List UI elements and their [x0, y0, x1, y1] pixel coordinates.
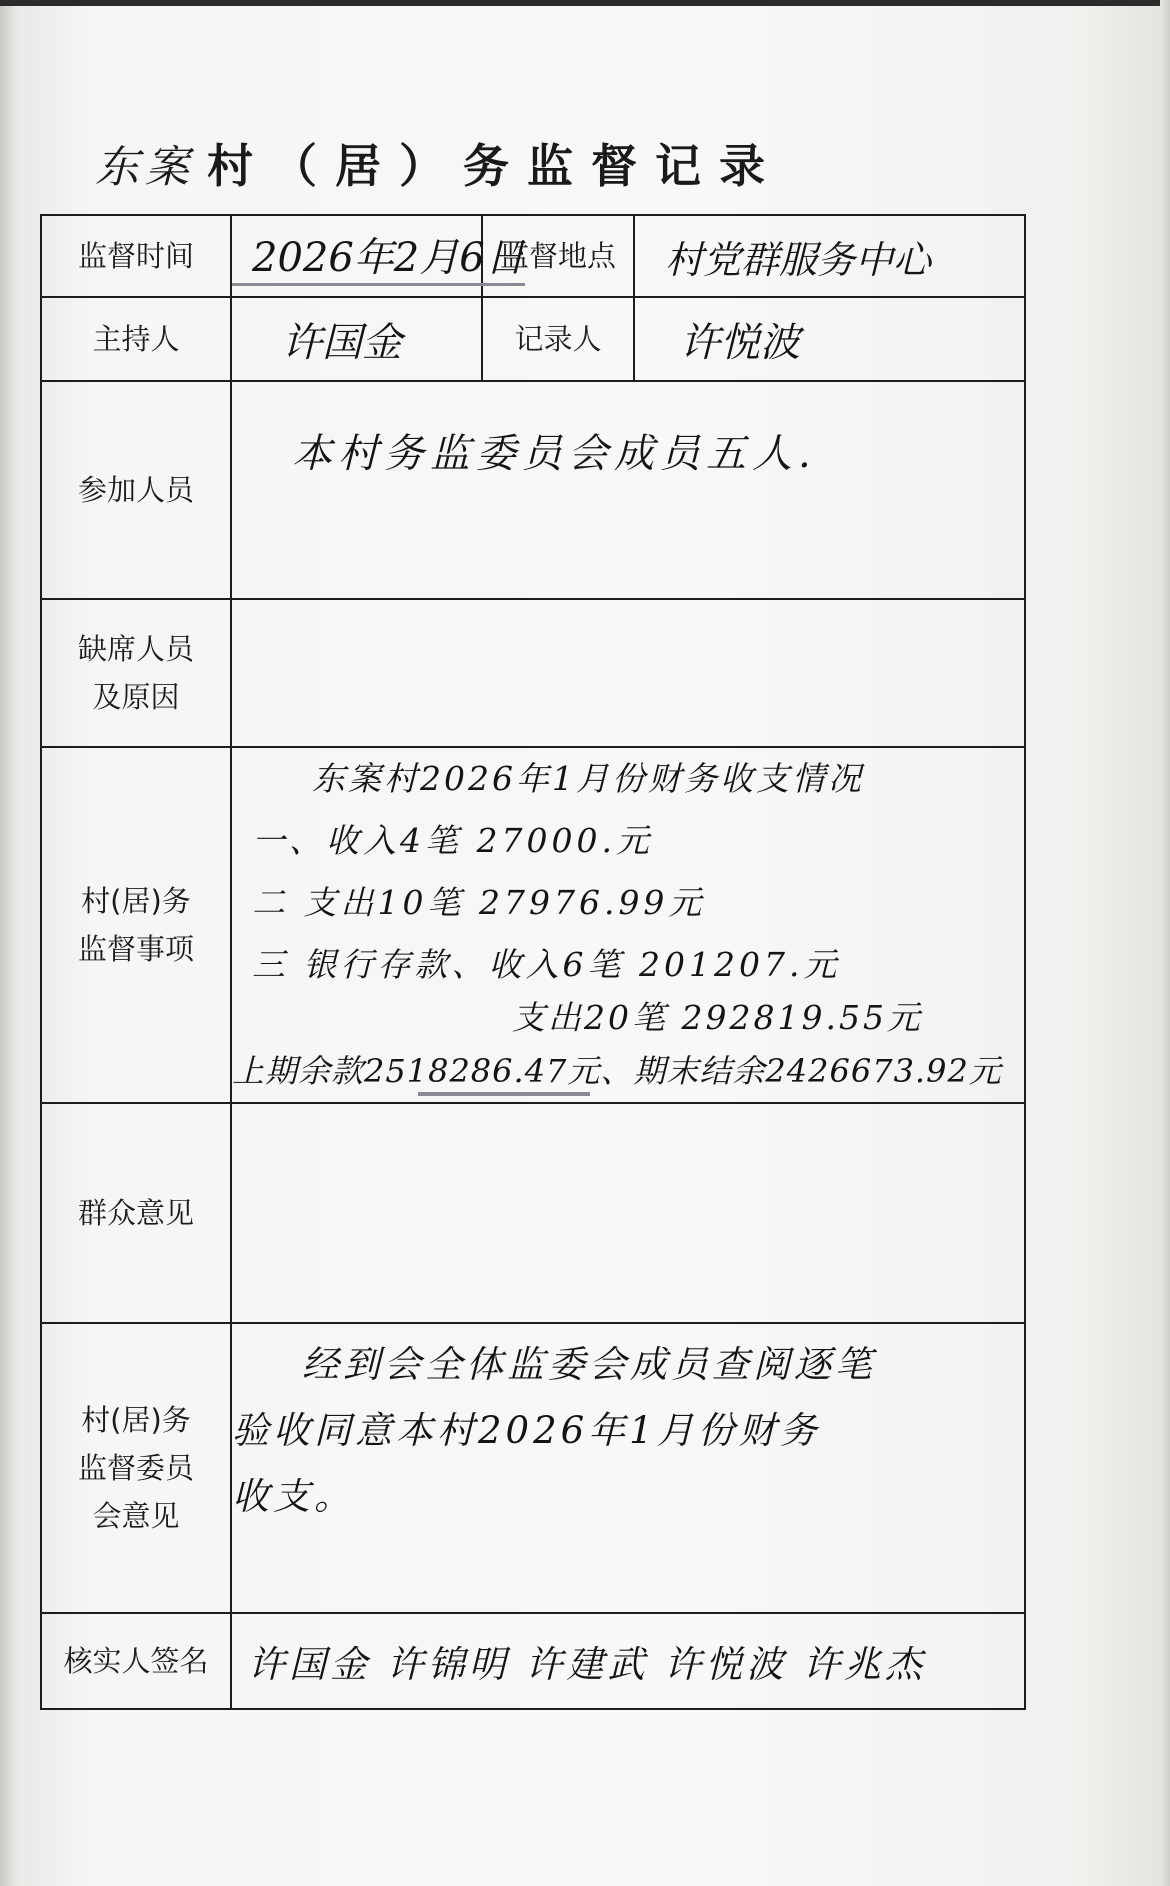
- row-host-recorder: [41, 297, 1025, 381]
- value-participants-cell: [231, 381, 1025, 599]
- value-host: 许国金: [282, 319, 402, 366]
- label-recorder: 记录人: [482, 297, 634, 381]
- row-public-opinion: [41, 1103, 1025, 1323]
- row-signatures: [41, 1613, 1025, 1709]
- value-committee-opinion-cell: [231, 1323, 1025, 1613]
- value-time-cell: [231, 215, 525, 297]
- page-right-edge: [1160, 0, 1170, 1886]
- page-top-edge: [0, 0, 1170, 6]
- row-absent: [41, 599, 1025, 747]
- matters-bank-expense: 支出20笔 292819.55元: [512, 998, 923, 1037]
- value-matters-cell: [231, 747, 1025, 1103]
- row-matters: [41, 747, 1025, 1103]
- value-host-cell: [231, 297, 482, 381]
- handwritten-underline-mark: [418, 1092, 590, 1096]
- matters-bank-income: 三 银行存款、收入6笔 201207.元: [252, 945, 841, 984]
- matters-heading: 东案村2026年1月份财务收支情况: [312, 759, 864, 798]
- value-signatures: 许国金 许锦明 许建武 许悦波 许兆杰: [248, 1643, 927, 1686]
- value-time: 2026年2月6日: [232, 226, 525, 286]
- label-location: 监督地点: [482, 215, 634, 297]
- value-public-opinion-cell: [231, 1103, 1025, 1323]
- committee-opinion-line1: 经到会全体监委会成员查阅逐笔: [302, 1343, 876, 1386]
- committee-opinion-line2: 验收同意本村2026年1月份财务: [232, 1409, 821, 1452]
- label-matters-line2: 监督事项: [77, 932, 194, 966]
- supervision-record-table: [40, 214, 1026, 1710]
- row-participants: [41, 381, 1025, 599]
- row-time-location: [41, 215, 1025, 297]
- label-absent: [41, 599, 231, 747]
- label-absent-line2: 及原因: [92, 680, 180, 714]
- value-location: 村党群服务中心: [665, 237, 932, 282]
- label-matters: [41, 747, 231, 1103]
- value-absent-cell: [231, 599, 1025, 747]
- label-committee-line1: 村(居)务: [81, 1403, 191, 1437]
- row-committee-opinion: [41, 1323, 1025, 1613]
- matters-balance-summary: 上期余款2518286.47元、期末结余2426673.92元: [232, 1052, 1002, 1090]
- label-signers: 核实人签名: [41, 1613, 231, 1709]
- matters-income: 一、收入4笔 27000.元: [252, 821, 653, 860]
- label-committee-line3: 会意见: [92, 1499, 180, 1533]
- form-title: [95, 130, 783, 200]
- label-absent-line1: 缺席人员: [77, 632, 194, 666]
- value-recorder: 许悦波: [680, 319, 800, 366]
- label-committee-line2: 监督委员: [77, 1451, 194, 1485]
- matters-expense: 二 支出10笔 27976.99元: [252, 883, 706, 922]
- committee-opinion-line3: 收支。: [232, 1475, 355, 1518]
- label-host: 主持人: [41, 297, 231, 381]
- value-signatures-cell: [231, 1613, 1025, 1709]
- label-matters-line1: 村(居)务: [81, 884, 191, 918]
- value-location-cell: [634, 215, 1025, 297]
- label-participants: 参加人员: [41, 381, 231, 599]
- value-recorder-cell: [634, 297, 1025, 381]
- village-name-handwritten: 东案: [95, 142, 195, 193]
- form-title-printed: 村（居）务监督记录: [207, 139, 783, 193]
- value-participants: 本村务监委员会成员五人.: [292, 431, 817, 477]
- label-committee-opinion: [41, 1323, 231, 1613]
- label-public-opinion: 群众意见: [41, 1103, 231, 1323]
- label-time: 监督时间: [41, 215, 231, 297]
